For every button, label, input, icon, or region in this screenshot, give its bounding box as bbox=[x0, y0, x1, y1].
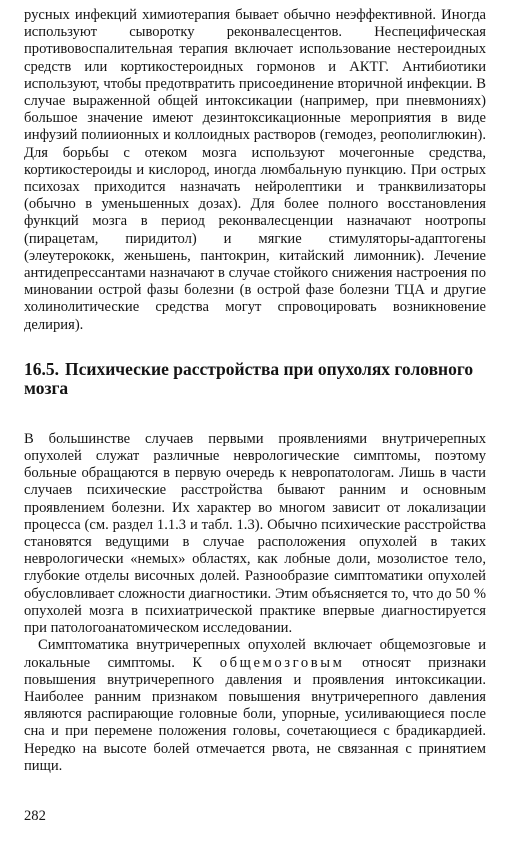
book-page bbox=[24, 7, 486, 775]
section-title: Психические расстройства при опухолях головного мозга bbox=[24, 358, 474, 398]
spaced-term: общемозговым bbox=[219, 654, 345, 671]
section-paragraph-2 bbox=[24, 637, 486, 775]
section-number: 16.5. bbox=[24, 358, 59, 379]
page-number: 282 bbox=[24, 808, 46, 824]
section-paragraph-1: В большинстве случаев первыми проявлениями внутричерепных опухолей служат различные неврологические симптомы, поэтому больные обращаются в первую очередь к невропатологам. Лишь в части случаев психические расстройства бывают ранним и основным проявлением болезни. Их характер во многом зависит от локализации процесса (см. раздел 1.1.3 и табл. 1.3). Обычно психические расстройства становятся ведущими в случае расположения опухолей в таких неврологически «немых» областях, как лобные доли, мозолистое тело, глубокие отделы височных долей. Разнообразие симптоматики опухолей обусловливает сложности диагностики. Этим объясняется то, что до 50 % опухолей мозга в психиатрической практике впервые диагностируется при патологоанатомическом исследовании. bbox=[24, 430, 486, 637]
paragraph-2-start: Симптоматика внутричерепных опухолей включает общемозговые и локальные симптомы. К bbox=[24, 637, 486, 671]
intro-paragraph: русных инфекций химиотерапия бывает обычно неэффективной. Иногда используют сыворотку реконвалесцентов. Неспецифическая противовоспалительная терапия включает использование нестероидных средств или кортикостероидных гормонов и АКТГ. Антибиотики используют, чтобы предотвратить присоединение вторичной инфекции. В случае выраженной общей интоксикации (например, при пневмониях) большое значение имеют дезинтоксикационные мероприятия в виде инфузий полиионных и коллоидных растворов (гемодез, реополиглюкин). Для борьбы с отеком мозга используют мочегонные средства, кортикостероиды и кислород, иногда люмбальную пункцию. При острых психозах приходится назначать нейролептики и транквилизаторы (обычно в уменьшенных дозах). Для более полного восстановления функций мозга в период реконвалесценции назначают ноотропы (пирацетам, пиридитол) и мягкие стимуляторы-адаптогены (элеутерококк, женьшень, пантокрин, китайский лимонник). Лечение антидепрессантами назначают в случае стойкого снижения настроения по миновании острой фазы болезни (в острой фазе болезни ТЦА и другие холинолитические средства могут спровоцировать возникновение делирия). bbox=[24, 7, 486, 333]
section-heading bbox=[24, 360, 486, 398]
paragraph-2-end: относят признаки повышения внутричерепного давления и проявления интоксикации. Наиболее ранним признаком повышения внутричерепного давления являются распирающие головные боли, упорные, усиливающиеся после сна и при перемене положения головы, сочетающиеся с брадикардией. Нередко на высоте болей отмечается рвота, не связанная с принятием пищи. bbox=[24, 654, 487, 774]
section-body bbox=[24, 431, 486, 775]
